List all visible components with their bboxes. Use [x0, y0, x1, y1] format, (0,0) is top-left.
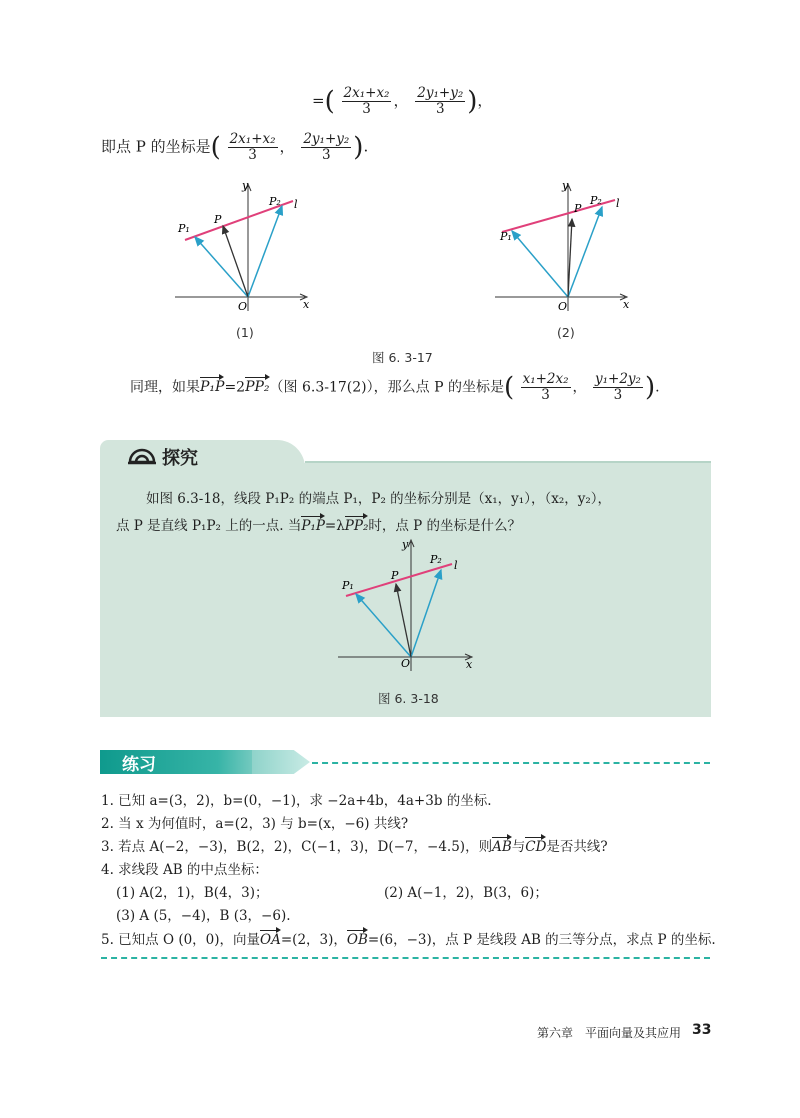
axis-x-label: x — [303, 298, 310, 311]
axis-y-label: y — [242, 179, 249, 192]
explore-para1: 如图 6.3-18，线段 P₁P₂ 的端点 P₁，P₂ 的坐标分别是（x₁，y₁），（x₂，y₂）， — [146, 491, 612, 507]
trailing-punct: ， — [477, 91, 493, 110]
exercise-5-suffix: =(6，−3)，点 P 是线段 AB 的三等分点，求点 P 的坐标. — [367, 932, 716, 948]
figure-17-sub2-caption: (2) — [557, 325, 575, 340]
equals-sign: = — [312, 91, 325, 110]
practice-dashed-rule-top — [312, 762, 710, 764]
point-p-label: P — [574, 202, 582, 215]
vector-ob: OB — [346, 932, 368, 948]
explore-title: 探究 — [162, 448, 198, 469]
origin-label: O — [558, 300, 568, 313]
axis-x-label: x — [623, 298, 630, 311]
fraction — [521, 372, 571, 403]
numerator: 2y₁+y₂ — [417, 85, 464, 101]
vector-p1p: P₁P — [301, 518, 325, 534]
point-p2-label: P₂ — [590, 194, 602, 207]
fraction — [301, 132, 351, 163]
line-prefix: 即点 P 的坐标是 — [101, 137, 211, 156]
point-p2-label: P₂ — [430, 553, 442, 566]
practice-title: 练习 — [122, 755, 156, 775]
line-l-label: l — [454, 559, 458, 572]
similarly-line: 同理，如果P₁P=2PP₂（图 6.3-17(2)），那么点 P 的坐标是( $\frac{\text{x₁+2x₂}}{3}$ ， $\frac{\text{y₁+2y₂}}{3}$ ). — [130, 371, 660, 403]
exercise-4-part-3: (3) A (5，−4)，B (3，−6). — [116, 908, 291, 924]
figure-reference: （图 6.3-17(2)），那么点 P 的坐标是 — [269, 379, 504, 396]
numerator: 2x₁+x₂ — [229, 131, 276, 147]
exercise-5-mid: =(2，3)， — [280, 932, 347, 948]
point-p-label: P — [391, 569, 399, 582]
numerator: 2y₁+y₂ — [303, 131, 350, 147]
denominator: 3 — [322, 146, 331, 163]
exercise-3-prefix: 3. 若点 A(−2，−3)，B(2，2)，C(−1，3)，D(−7，−4.5)，则 — [101, 839, 493, 855]
fraction — [593, 372, 643, 403]
equals-lambda: =λ — [324, 518, 345, 534]
practice-dashed-rule-bottom — [101, 957, 710, 959]
point-p2-label: P₂ — [269, 195, 281, 208]
exercise-3-and: 与 — [511, 839, 526, 855]
vector-pp2: PP₂ — [245, 379, 270, 396]
figure-17-sub1-caption: (1) — [236, 325, 254, 340]
practice-header-arrow — [252, 750, 310, 774]
origin-label: O — [238, 300, 248, 313]
line-l-label: l — [294, 198, 298, 211]
exercise-3-suffix: 是否共线? — [546, 839, 608, 855]
point-p1-label: P₁ — [342, 579, 354, 592]
figure-18-caption: 图 6. 3-18 — [378, 691, 439, 706]
fraction — [228, 132, 278, 163]
denominator: 3 — [435, 100, 445, 117]
para2-prefix: 点 P 是直线 P₁P₂ 上的一点. 当 — [116, 518, 302, 534]
chapter-footer: 第六章 平面向量及其应用 — [537, 1026, 682, 1040]
numerator: 2x₁+x₂ — [343, 85, 390, 101]
page-number: 33 — [692, 1022, 712, 1038]
denominator: 3 — [541, 386, 550, 403]
denominator: 3 — [613, 386, 623, 403]
denominator: 3 — [362, 100, 371, 117]
point-p1-label: P₁ — [500, 230, 512, 243]
vector-pp2: PP₂ — [344, 518, 369, 534]
exercise-5-prefix: 5. 已知点 O (0，0)，向量 — [101, 932, 261, 948]
line-prefix: 同理，如果 — [130, 379, 200, 396]
axis-x-label: x — [466, 658, 473, 671]
para2-suffix: 时，点 P 的坐标是什么？ — [368, 518, 522, 534]
point-p1-label: P₁ — [178, 222, 190, 235]
exercise-3 — [101, 835, 608, 855]
origin-label: O — [401, 657, 411, 670]
figure-18 — [334, 536, 484, 676]
explore-icon — [128, 444, 156, 466]
trailing-punct: . — [363, 137, 369, 156]
top-formula: =( $\frac{\text{2x₁+x₂}}{3}$ ， $\frac{\text{2y₁+y₂}}{3}$ )， — [312, 85, 493, 117]
figure-17-caption: 图 6. 3-17 — [372, 350, 433, 365]
trailing-punct: . — [655, 379, 660, 396]
line-l-label: l — [616, 197, 620, 210]
vector-ab: AB — [492, 839, 512, 855]
exercise-1: 1. 已知 a=(3，2)，b=(0，−1)，求 −2a+4b，4a+3b 的坐标. — [101, 793, 492, 809]
fraction — [342, 86, 392, 117]
fraction — [415, 86, 465, 117]
axis-y-label: y — [402, 538, 409, 551]
exercise-2: 2. 当 x 为何值时，a=(2，3) 与 b=(x，−6) 共线? — [101, 816, 409, 832]
denominator: 3 — [248, 146, 257, 163]
exercise-4-part-1: (1) A(2，1)，B(4，3)； — [116, 885, 269, 901]
vector-oa: OA — [260, 932, 281, 948]
exercise-4: 4. 求线段 AB 的中点坐标： — [101, 862, 268, 878]
axis-y-label: y — [562, 179, 569, 192]
exercise-4-part-2: (2) A(−1，2)，B(3，6)； — [384, 885, 548, 901]
numerator: x₁+2x₂ — [522, 371, 569, 387]
exercise-5 — [101, 928, 716, 948]
numerator: y₁+2y₂ — [594, 371, 641, 387]
vector-p1p: P₁P — [200, 379, 225, 396]
point-p-coordinates-line: 即点 P 的坐标是( $\frac{\text{2x₁+x₂}}{3}$ ， $\frac{\text{2y₁+y₂}}{3}$ ). — [101, 131, 369, 163]
vector-cd: CD — [525, 839, 547, 855]
explore-para2 — [116, 514, 521, 534]
equals-2: =2 — [224, 379, 246, 396]
figure-17-2 — [490, 176, 650, 316]
figure-17-1 — [170, 176, 330, 316]
point-p-label: P — [214, 213, 222, 226]
